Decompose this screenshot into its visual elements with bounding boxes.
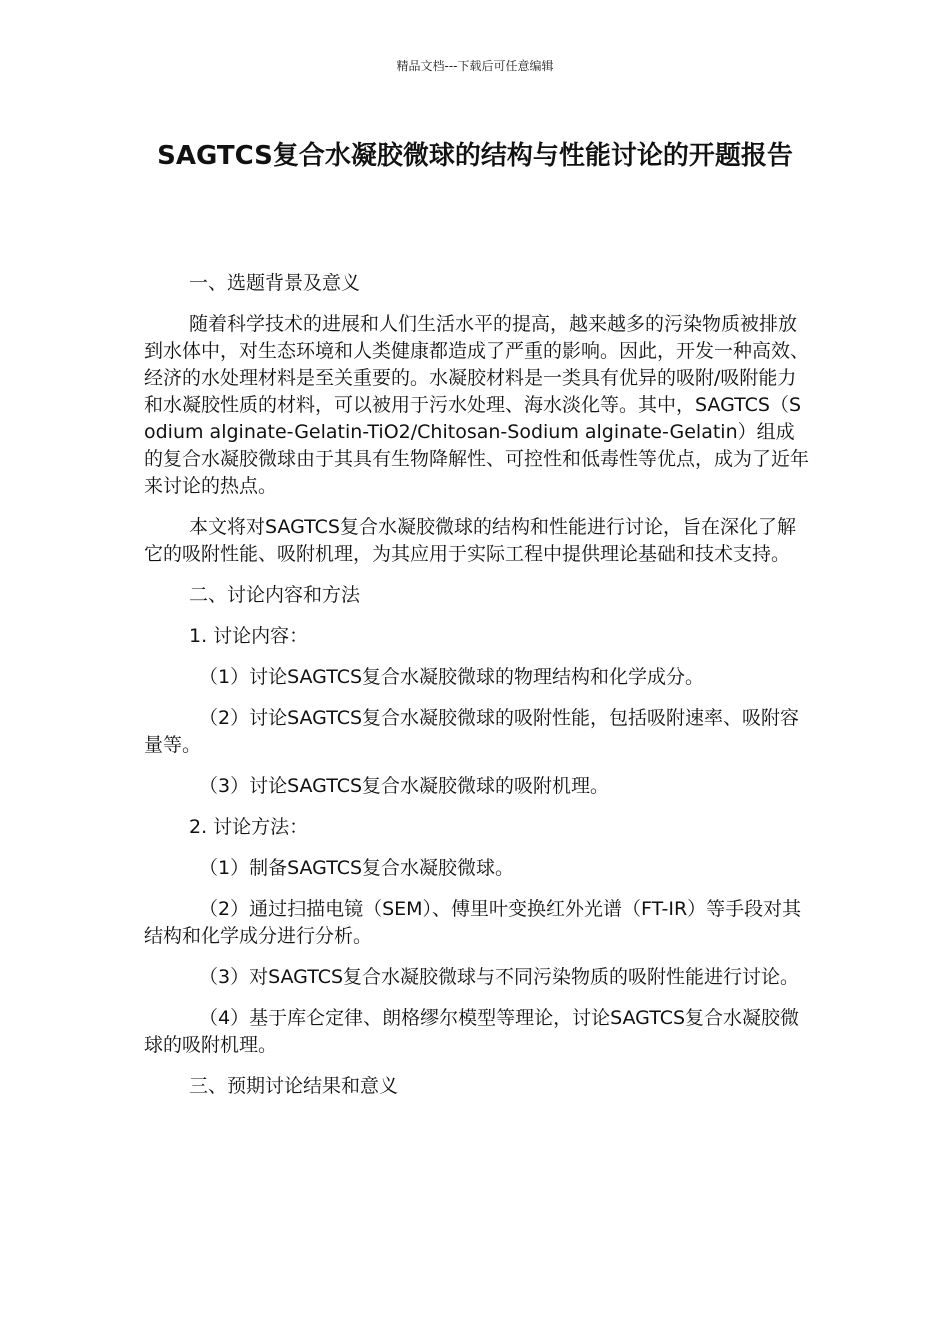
subheading-content: 1. 讨论内容：	[189, 625, 309, 647]
paragraph-background: 随着科学技术的进展和人们生活水平的提高，越来越多的污染物质被排放到水体中，对生态环境和人类健康都造成了严重的影响。因此，开发一种高效、经济的水处理材料是至关重要的。水凝胶材料是一类具有优异的吸附/吸附能力和水凝胶性质的材料，可以被用于污水处理、海水淡化等。其中，SAGTCS（Sodium alginate-Gelatin-TiO2/Chitosan-Sodium alginate-Gelatin）组成的复合水凝胶微球由于其具有生物降解性、可控性和低毒性等优点，成为了近年来讨论的热点。	[144, 313, 810, 497]
method-item: （4）基于库仑定律、朗格缪尔模型等理论，讨论SAGTCS复合水凝胶微球的吸附机理。	[144, 1007, 800, 1056]
content-item: （2）讨论SAGTCS复合水凝胶微球的吸附性能，包括吸附速率、吸附容量等。	[144, 707, 800, 756]
content-item: （3）讨论SAGTCS复合水凝胶微球的吸附机理。	[199, 775, 610, 797]
method-item: （1）制备SAGTCS复合水凝胶微球。	[199, 857, 515, 879]
method-item: （2）通过扫描电镜（SEM）、傅里叶变换红外光谱（FT-IR）等手段对其结构和化学成分进行分析。	[144, 898, 802, 947]
method-item: （3）对SAGTCS复合水凝胶微球与不同污染物质的吸附性能进行讨论。	[199, 966, 800, 988]
subheading-method: 2. 讨论方法：	[189, 816, 309, 838]
section-heading-2: 二、讨论内容和方法	[189, 584, 361, 606]
paragraph-purpose: 本文将对SAGTCS复合水凝胶微球的结构和性能进行讨论，旨在深化了解它的吸附性能、吸附机理，为其应用于实际工程中提供理论基础和技术支持。	[144, 516, 796, 565]
section-heading-1: 一、选题背景及意义	[189, 272, 361, 294]
document-title: SAGTCS复合水凝胶微球的结构与性能讨论的开题报告	[157, 141, 793, 171]
content-item: （1）讨论SAGTCS复合水凝胶微球的物理结构和化学成分。	[199, 666, 705, 688]
section-heading-3: 三、预期讨论结果和意义	[189, 1075, 399, 1097]
header-note: 精品文档---下载后可任意编辑	[396, 59, 554, 73]
document-body	[144, 270, 810, 1114]
